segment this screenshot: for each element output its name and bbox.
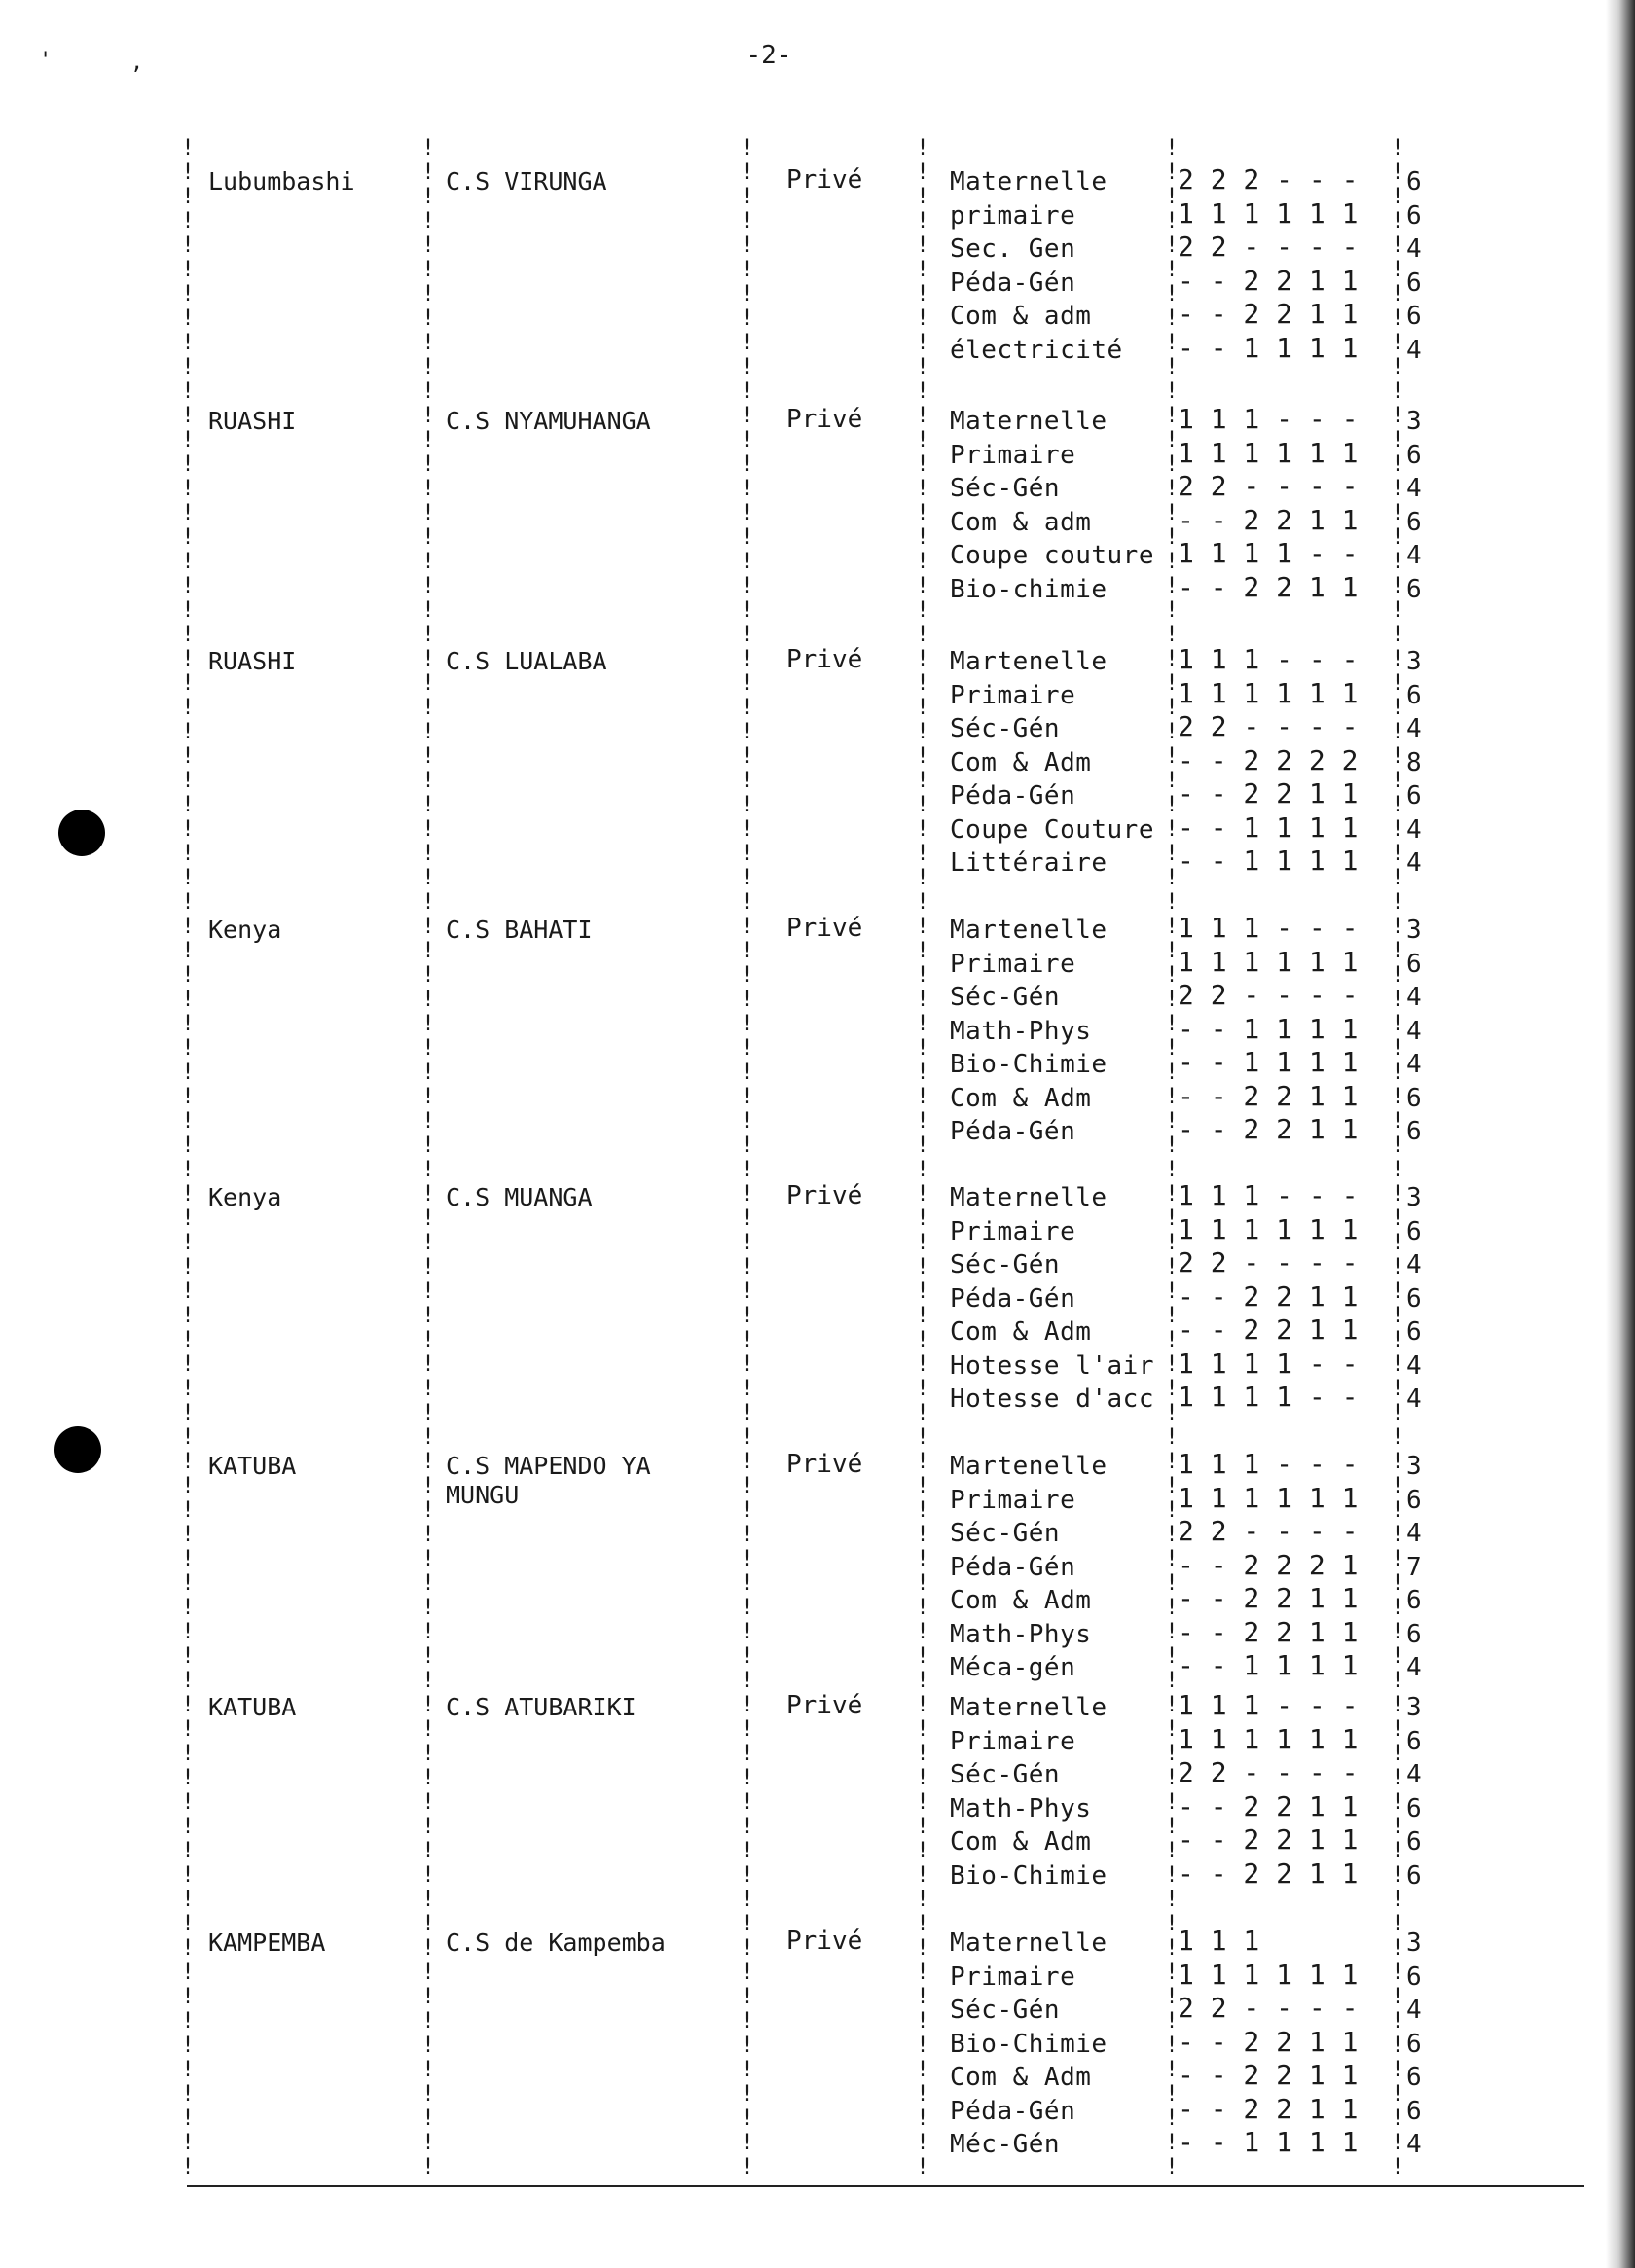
section-name-cell: Primaire bbox=[950, 1216, 1076, 1246]
total-cell: 6 bbox=[1406, 1216, 1422, 1246]
school-name-cell: C.S VIRUNGA bbox=[446, 167, 607, 196]
section-name-cell: Martenelle bbox=[950, 1452, 1108, 1481]
section-name-cell: primaire bbox=[950, 200, 1076, 231]
total-cell: 3 bbox=[1406, 647, 1422, 676]
section-name-cell: Primaire bbox=[950, 680, 1076, 710]
total-cell: 6 bbox=[1406, 2029, 1422, 2059]
regime-cell: Privé bbox=[786, 914, 863, 943]
total-cell: 6 bbox=[1406, 167, 1422, 197]
class-counts-cell: 1 1 1 - - - bbox=[1178, 403, 1359, 435]
total-cell: 4 bbox=[1406, 1250, 1422, 1279]
total-cell: 8 bbox=[1406, 747, 1422, 777]
section-name-cell: Math-Phys bbox=[950, 1016, 1092, 1046]
section-name-cell: Séc-Gén bbox=[950, 714, 1061, 743]
column-separator: ! ! ! ! ! ! ! ! ! ! ! ! ! ! ! ! ! ! ! ! ! ! ! ! ! ! ! ! ! ! ! ! ! ! ! ! ! ! ! ! ! ! ! ! ! ! ! ! ! ! ! ! ! ! ! ! ! ! ! ! ! ! ! ! ! ! ! ! ! ! ! ! ! ! ! ! ! ! ! ! ! ! ! ! bbox=[181, 136, 195, 2179]
location-cell: KATUBA bbox=[208, 1452, 297, 1480]
location-cell: Kenya bbox=[208, 916, 282, 944]
scan-edge-shadow bbox=[1606, 0, 1635, 2268]
class-counts-cell: 1 1 1 - - - bbox=[1178, 1448, 1359, 1480]
class-counts-cell: 1 1 1 1 1 1 bbox=[1178, 197, 1359, 230]
class-counts-cell: - - 1 1 1 1 bbox=[1178, 331, 1359, 364]
page-number: -2- bbox=[745, 41, 792, 70]
section-name-cell: Martenelle bbox=[950, 647, 1108, 676]
total-cell: 6 bbox=[1406, 1283, 1422, 1314]
total-cell: 4 bbox=[1406, 1350, 1422, 1381]
regime-cell: Privé bbox=[786, 165, 863, 195]
total-cell: 4 bbox=[1406, 2130, 1422, 2159]
total-cell: 4 bbox=[1406, 848, 1422, 878]
regime-cell: Privé bbox=[786, 645, 863, 674]
class-counts-cell: 2 2 - - - - bbox=[1178, 231, 1359, 263]
class-counts-cell: - - 2 2 1 1 bbox=[1178, 570, 1359, 603]
column-separator: ! ! ! ! ! ! ! ! ! ! ! ! ! ! ! ! ! ! ! ! ! ! ! ! ! ! ! ! ! ! ! ! ! ! ! ! ! ! ! ! ! ! ! ! ! ! ! ! ! ! ! ! ! ! ! ! ! ! ! ! ! ! ! ! ! ! ! ! ! ! ! ! ! ! ! ! ! ! ! ! ! ! ! ! bbox=[1391, 136, 1404, 2179]
section-name-cell: Séc-Gén bbox=[950, 1996, 1061, 2025]
class-counts-cell: 1 1 1 1 1 1 bbox=[1178, 945, 1359, 978]
section-name-cell: Maternelle bbox=[950, 1183, 1108, 1212]
section-name-cell: Péda-Gén bbox=[950, 781, 1076, 810]
class-counts-cell: 1 1 1 1 - - bbox=[1178, 1347, 1359, 1380]
total-cell: 6 bbox=[1406, 1793, 1422, 1823]
class-counts-cell: - - 2 2 1 1 bbox=[1178, 298, 1359, 330]
location-cell: KAMPEMBA bbox=[208, 1928, 326, 1957]
total-cell: 6 bbox=[1406, 302, 1422, 331]
class-counts-cell: 1 1 1 1 1 1 bbox=[1178, 1481, 1359, 1514]
total-cell: 6 bbox=[1406, 440, 1422, 470]
section-name-cell: Bio-Chimie bbox=[950, 1050, 1108, 1079]
section-name-cell: Coupe Couture bbox=[950, 814, 1154, 845]
total-cell: 6 bbox=[1406, 1726, 1422, 1756]
class-counts-cell: 1 1 1 bbox=[1178, 1925, 1260, 1957]
section-name-cell: Com & Adm bbox=[950, 2063, 1092, 2092]
class-counts-cell: - - 2 2 1 1 bbox=[1178, 1823, 1359, 1855]
column-separator: ! ! ! ! ! ! ! ! ! ! ! ! ! ! ! ! ! ! ! ! ! ! ! ! ! ! ! ! ! ! ! ! ! ! ! ! ! ! ! ! ! ! ! ! ! ! ! ! ! ! ! ! ! ! ! ! ! ! ! ! ! ! ! ! ! ! ! ! ! ! ! ! ! ! ! ! ! ! ! ! ! ! ! ! bbox=[421, 136, 435, 2179]
total-cell: 3 bbox=[1406, 1452, 1422, 1481]
total-cell: 4 bbox=[1406, 1760, 1422, 1789]
total-cell: 6 bbox=[1406, 949, 1422, 979]
total-cell: 6 bbox=[1406, 781, 1422, 810]
total-cell: 6 bbox=[1406, 574, 1422, 604]
section-name-cell: Sec. Gen bbox=[950, 234, 1076, 264]
class-counts-cell: - - 2 2 1 1 bbox=[1178, 503, 1359, 536]
class-counts-cell: 1 1 1 1 - - bbox=[1178, 1381, 1359, 1413]
total-cell: 6 bbox=[1406, 1962, 1422, 1992]
section-name-cell: électricité bbox=[950, 335, 1123, 365]
total-cell: 6 bbox=[1406, 268, 1422, 298]
section-name-cell: Martenelle bbox=[950, 916, 1108, 945]
total-cell: 3 bbox=[1406, 1183, 1422, 1212]
class-counts-cell: - - 2 2 1 1 bbox=[1178, 1279, 1359, 1313]
class-counts-cell: - - 2 2 1 1 bbox=[1178, 2059, 1359, 2091]
total-cell: 3 bbox=[1406, 1693, 1422, 1722]
total-cell: 4 bbox=[1406, 1653, 1422, 1682]
class-counts-cell: 2 2 - - - - bbox=[1178, 1515, 1359, 1547]
school-name-cell: C.S NYAMUHANGA bbox=[446, 407, 651, 435]
school-name-cell: C.S ATUBARIKI bbox=[446, 1693, 636, 1721]
section-name-cell: Littéraire bbox=[950, 848, 1108, 878]
class-counts-cell: 2 2 2 - - - bbox=[1178, 163, 1359, 196]
total-cell: 4 bbox=[1406, 234, 1422, 264]
section-name-cell: Péda-Gén bbox=[950, 1552, 1076, 1582]
class-counts-cell: - - 2 2 1 1 bbox=[1178, 1789, 1359, 1822]
class-counts-cell: 1 1 1 1 1 1 bbox=[1178, 1212, 1359, 1245]
section-name-cell: Péda-Gén bbox=[950, 1117, 1076, 1146]
section-name-cell: Séc-Gén bbox=[950, 474, 1061, 503]
class-counts-cell: - - 1 1 1 1 bbox=[1178, 810, 1359, 844]
class-counts-cell: - - 2 2 2 2 bbox=[1178, 743, 1359, 776]
total-cell: 4 bbox=[1406, 983, 1422, 1012]
section-name-cell: Coupe couture bbox=[950, 541, 1154, 570]
section-name-cell: Méc-Gén bbox=[950, 2130, 1061, 2159]
section-name-cell: Bio-Chimie bbox=[950, 2029, 1108, 2059]
school-name-cell: C.S LUALABA bbox=[446, 647, 607, 675]
regime-cell: Privé bbox=[786, 405, 863, 434]
regime-cell: Privé bbox=[786, 1450, 863, 1479]
section-name-cell: Com & adm bbox=[950, 302, 1092, 331]
total-cell: 4 bbox=[1406, 541, 1422, 570]
table-bottom-rule bbox=[187, 2185, 1584, 2187]
total-cell: 4 bbox=[1406, 1519, 1422, 1548]
section-name-cell: Com & Adm bbox=[950, 1586, 1092, 1615]
section-name-cell: Séc-Gén bbox=[950, 983, 1061, 1012]
total-cell: 4 bbox=[1406, 814, 1422, 845]
class-counts-cell: 2 2 - - - - bbox=[1178, 1992, 1359, 2024]
class-counts-cell: 1 1 1 - - - bbox=[1178, 912, 1359, 944]
regime-cell: Privé bbox=[786, 1691, 863, 1720]
section-name-cell: Maternelle bbox=[950, 167, 1108, 197]
class-counts-cell: - - 2 2 1 1 bbox=[1178, 1856, 1359, 1890]
total-cell: 4 bbox=[1406, 1016, 1422, 1046]
class-counts-cell: 1 1 1 1 1 1 bbox=[1178, 676, 1359, 709]
section-name-cell: Hotesse d'acc bbox=[950, 1385, 1154, 1414]
school-name-cell: C.S MAPENDO YA MUNGU bbox=[446, 1452, 651, 1509]
column-separator: ! ! ! ! ! ! ! ! ! ! ! ! ! ! ! ! ! ! ! ! ! ! ! ! ! ! ! ! ! ! ! ! ! ! ! ! ! ! ! ! ! ! ! ! ! ! ! ! ! ! ! ! ! ! ! ! ! ! ! ! ! ! ! ! ! ! ! ! ! ! ! ! ! ! ! ! ! ! ! ! ! ! ! ! bbox=[1165, 136, 1179, 2179]
class-counts-cell: - - 2 2 1 1 bbox=[1178, 1582, 1359, 1614]
total-cell: 4 bbox=[1406, 474, 1422, 503]
class-counts-cell: 1 1 1 - - - bbox=[1178, 643, 1359, 675]
section-name-cell: Péda-Gén bbox=[950, 268, 1076, 298]
total-cell: 6 bbox=[1406, 2096, 1422, 2126]
location-cell: RUASHI bbox=[208, 647, 297, 675]
section-name-cell: Com & Adm bbox=[950, 1827, 1092, 1856]
class-counts-cell: - - 2 2 1 1 bbox=[1178, 2092, 1359, 2125]
class-counts-cell: 1 1 1 - - - bbox=[1178, 1689, 1359, 1721]
class-counts-cell: - - 2 2 2 1 bbox=[1178, 1548, 1359, 1581]
class-counts-cell: 1 1 1 1 - - bbox=[1178, 537, 1359, 569]
total-cell: 6 bbox=[1406, 1586, 1422, 1615]
section-name-cell: Séc-Gén bbox=[950, 1250, 1061, 1279]
section-name-cell: Bio-Chimie bbox=[950, 1860, 1108, 1890]
total-cell: 6 bbox=[1406, 1317, 1422, 1347]
total-cell: 4 bbox=[1406, 335, 1422, 365]
regime-cell: Privé bbox=[786, 1926, 863, 1956]
total-cell: 6 bbox=[1406, 2063, 1422, 2092]
column-separator: ! ! ! ! ! ! ! ! ! ! ! ! ! ! ! ! ! ! ! ! ! ! ! ! ! ! ! ! ! ! ! ! ! ! ! ! ! ! ! ! ! ! ! ! ! ! ! ! ! ! ! ! ! ! ! ! ! ! ! ! ! ! ! ! ! ! ! ! ! ! ! ! ! ! ! ! ! ! ! ! ! ! ! ! bbox=[916, 136, 929, 2179]
class-counts-cell: 2 2 - - - - bbox=[1178, 1756, 1359, 1788]
section-name-cell: Maternelle bbox=[950, 1693, 1108, 1722]
school-name-cell: C.S BAHATI bbox=[446, 916, 593, 944]
section-name-cell: Primaire bbox=[950, 1485, 1076, 1515]
class-counts-cell: - - 2 2 1 1 bbox=[1178, 1314, 1359, 1346]
total-cell: 3 bbox=[1406, 916, 1422, 945]
regime-cell: Privé bbox=[786, 1181, 863, 1210]
class-counts-cell: 2 2 - - - - bbox=[1178, 979, 1359, 1011]
class-counts-cell: - - 1 1 1 1 bbox=[1178, 2126, 1359, 2158]
section-name-cell: Maternelle bbox=[950, 407, 1108, 436]
class-counts-cell: 2 2 - - - - bbox=[1178, 710, 1359, 742]
total-cell: 6 bbox=[1406, 200, 1422, 231]
section-name-cell: Hotesse l'air bbox=[950, 1350, 1154, 1381]
location-cell: RUASHI bbox=[208, 407, 297, 435]
total-cell: 6 bbox=[1406, 1083, 1422, 1113]
section-name-cell: Primaire bbox=[950, 1962, 1076, 1992]
school-name-cell: C.S de Kampemba bbox=[446, 1928, 666, 1957]
class-counts-cell: - - 1 1 1 1 bbox=[1178, 845, 1359, 877]
scan-mark: ' bbox=[39, 49, 53, 73]
class-counts-cell: - - 1 1 1 1 bbox=[1178, 1046, 1359, 1078]
total-cell: 3 bbox=[1406, 407, 1422, 436]
total-cell: 6 bbox=[1406, 1827, 1422, 1856]
class-counts-cell: 1 1 1 1 1 1 bbox=[1178, 1722, 1359, 1755]
section-name-cell: Primaire bbox=[950, 949, 1076, 979]
class-counts-cell: - - 2 2 1 1 bbox=[1178, 1113, 1359, 1145]
location-cell: KATUBA bbox=[208, 1693, 297, 1721]
total-cell: 3 bbox=[1406, 1928, 1422, 1958]
punch-hole bbox=[58, 810, 105, 856]
section-name-cell: Bio-chimie bbox=[950, 574, 1108, 604]
section-name-cell: Com & Adm bbox=[950, 1317, 1092, 1347]
section-name-cell: Méca-gén bbox=[950, 1653, 1076, 1682]
column-separator: ! ! ! ! ! ! ! ! ! ! ! ! ! ! ! ! ! ! ! ! ! ! ! ! ! ! ! ! ! ! ! ! ! ! ! ! ! ! ! ! ! ! ! ! ! ! ! ! ! ! ! ! ! ! ! ! ! ! ! ! ! ! ! ! ! ! ! ! ! ! ! ! ! ! ! ! ! ! ! ! ! ! ! ! bbox=[741, 136, 754, 2179]
section-name-cell: Com & Adm bbox=[950, 747, 1092, 777]
school-name-cell: C.S MUANGA bbox=[446, 1183, 593, 1211]
total-cell: 4 bbox=[1406, 1996, 1422, 2025]
section-name-cell: Péda-Gén bbox=[950, 2096, 1076, 2126]
location-cell: Lubumbashi bbox=[208, 167, 355, 196]
class-counts-cell: - - 2 2 1 1 bbox=[1178, 264, 1359, 297]
location-cell: Kenya bbox=[208, 1183, 282, 1211]
class-counts-cell: 1 1 1 1 1 1 bbox=[1178, 436, 1359, 469]
total-cell: 6 bbox=[1406, 1860, 1422, 1890]
total-cell: 6 bbox=[1406, 1117, 1422, 1146]
section-name-cell: Péda-Gén bbox=[950, 1283, 1076, 1314]
scan-mark: , bbox=[130, 51, 144, 75]
class-counts-cell: - - 2 2 1 1 bbox=[1178, 1615, 1359, 1648]
total-cell: 4 bbox=[1406, 1050, 1422, 1079]
class-counts-cell: 1 1 1 1 1 1 bbox=[1178, 1958, 1359, 1991]
section-name-cell: Math-Phys bbox=[950, 1793, 1092, 1823]
class-counts-cell: - - 2 2 1 1 bbox=[1178, 1079, 1359, 1112]
class-counts-cell: 2 2 - - - - bbox=[1178, 1246, 1359, 1278]
class-counts-cell: - - 1 1 1 1 bbox=[1178, 1649, 1359, 1681]
class-counts-cell: 1 1 1 - - - bbox=[1178, 1179, 1359, 1211]
total-cell: 4 bbox=[1406, 1385, 1422, 1414]
class-counts-cell: - - 1 1 1 1 bbox=[1178, 1012, 1359, 1045]
section-name-cell: Primaire bbox=[950, 440, 1076, 470]
total-cell: 7 bbox=[1406, 1552, 1422, 1582]
total-cell: 6 bbox=[1406, 680, 1422, 710]
total-cell: 4 bbox=[1406, 714, 1422, 743]
punch-hole bbox=[54, 1426, 101, 1473]
class-counts-cell: - - 2 2 1 1 bbox=[1178, 2025, 1359, 2058]
total-cell: 6 bbox=[1406, 1485, 1422, 1515]
class-counts-cell: 2 2 - - - - bbox=[1178, 470, 1359, 502]
total-cell: 6 bbox=[1406, 507, 1422, 537]
section-name-cell: Séc-Gén bbox=[950, 1760, 1061, 1789]
section-name-cell: Com & adm bbox=[950, 507, 1092, 537]
class-counts-cell: - - 2 2 1 1 bbox=[1178, 777, 1359, 810]
section-name-cell: Com & Adm bbox=[950, 1083, 1092, 1113]
section-name-cell: Séc-Gén bbox=[950, 1519, 1061, 1548]
section-name-cell: Maternelle bbox=[950, 1928, 1108, 1958]
section-name-cell: Math-Phys bbox=[950, 1619, 1092, 1649]
total-cell: 6 bbox=[1406, 1619, 1422, 1649]
section-name-cell: Primaire bbox=[950, 1726, 1076, 1756]
